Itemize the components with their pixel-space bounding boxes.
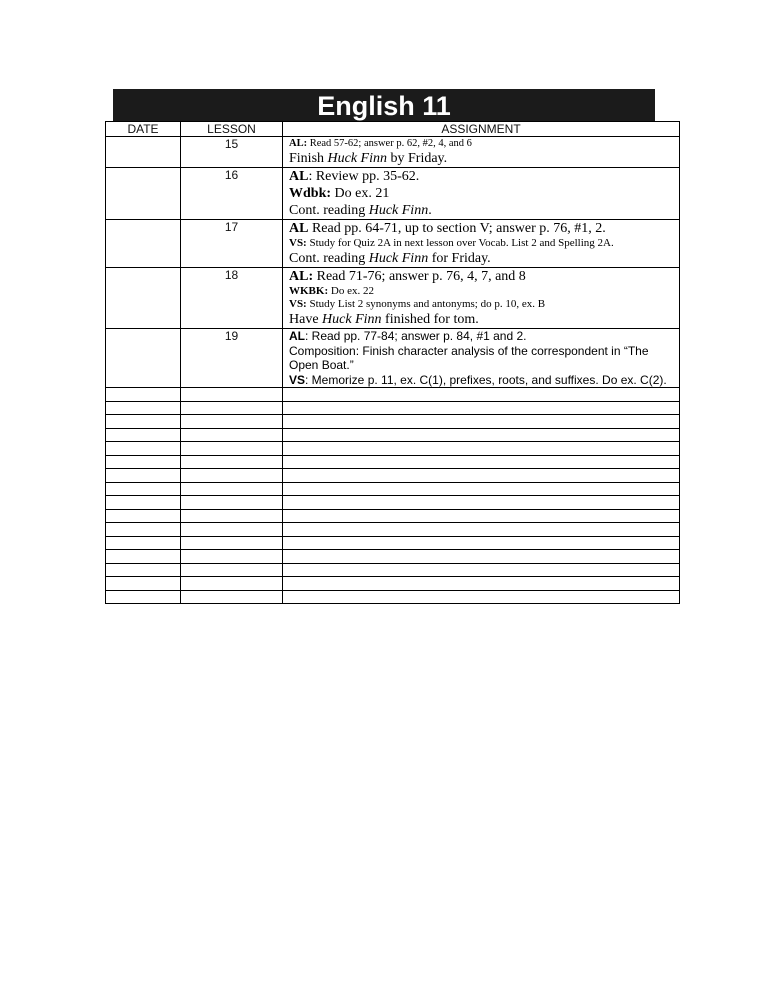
lesson-cell [181, 577, 283, 591]
date-cell [106, 137, 181, 168]
lesson-header: LESSON [181, 122, 283, 137]
date-cell [106, 268, 181, 329]
date-cell [106, 428, 181, 442]
date-cell [106, 388, 181, 402]
lesson-cell [181, 563, 283, 577]
assignment-line: AL: Review pp. 35-62. [289, 169, 420, 184]
assignment-line: VS: Study for Quiz 2A in next lesson over Vocab. List 2 and Spelling 2A. [289, 237, 614, 249]
assignment-table [105, 121, 680, 604]
lesson-cell [181, 415, 283, 429]
date-cell [106, 536, 181, 550]
empty-row [106, 523, 680, 537]
table-row [106, 268, 680, 329]
lesson-cell [181, 496, 283, 510]
lesson-number: 18 [181, 268, 283, 329]
lesson-cell [181, 550, 283, 564]
assignment-cell [283, 428, 680, 442]
date-cell [106, 442, 181, 456]
date-cell [106, 168, 181, 220]
lesson-cell [181, 401, 283, 415]
assignment-line: WKBK: Do ex. 22 [289, 285, 374, 297]
empty-row [106, 536, 680, 550]
date-cell [106, 590, 181, 604]
lesson-cell [181, 428, 283, 442]
empty-row [106, 388, 680, 402]
assignment-cell [283, 415, 680, 429]
lesson-cell [181, 482, 283, 496]
assignment-cell [283, 268, 680, 329]
assignment-cell [283, 590, 680, 604]
empty-row [106, 563, 680, 577]
assignment-cell [283, 329, 680, 388]
lesson-cell [181, 509, 283, 523]
date-cell [106, 550, 181, 564]
assignment-cell [283, 550, 680, 564]
lesson-number: 19 [181, 329, 283, 388]
assignment-line: AL: Read pp. 77-84; answer p. 84, #1 and 2. [289, 329, 527, 343]
lesson-cell [181, 455, 283, 469]
empty-row [106, 550, 680, 564]
lesson-number: 17 [181, 220, 283, 268]
date-cell [106, 455, 181, 469]
empty-row [106, 590, 680, 604]
assignment-cell [283, 482, 680, 496]
table-row [106, 168, 680, 220]
assignment-cell [283, 523, 680, 537]
date-cell [106, 469, 181, 483]
table-row [106, 329, 680, 388]
assignment-cell [283, 496, 680, 510]
assignment-cell [283, 168, 680, 220]
table-row [106, 137, 680, 168]
date-cell [106, 220, 181, 268]
assignment-cell [283, 455, 680, 469]
assignment-line: Finish Huck Finn by Friday. [289, 151, 448, 166]
assignment-cell [283, 577, 680, 591]
page-title: English 11 [113, 89, 655, 122]
empty-row [106, 509, 680, 523]
empty-row [106, 442, 680, 456]
assignment-cell [283, 137, 680, 168]
date-cell [106, 563, 181, 577]
assignment-cell [283, 401, 680, 415]
date-cell [106, 509, 181, 523]
assignment-line: VS: Memorize p. 11, ex. C(1), prefixes, roots, and suffixes. Do ex. C(2). [289, 372, 667, 387]
lesson-number: 16 [181, 168, 283, 220]
assignment-cell [283, 442, 680, 456]
lesson-cell [181, 523, 283, 537]
assignment-header: ASSIGNMENT [283, 122, 680, 137]
assignment-line: Wdbk: Do ex. 21 [289, 186, 390, 201]
assignment-cell [283, 536, 680, 550]
date-header: DATE [106, 122, 181, 137]
empty-row [106, 482, 680, 496]
empty-row [106, 577, 680, 591]
assignment-cell [283, 220, 680, 268]
date-cell [106, 401, 181, 415]
assignment-cell [283, 388, 680, 402]
empty-row [106, 415, 680, 429]
assignment-cell [283, 509, 680, 523]
lesson-number: 15 [181, 137, 283, 168]
table-row [106, 220, 680, 268]
assignment-line: VS: Study List 2 synonyms and antonyms; do p. 10, ex. B [289, 298, 546, 310]
date-cell [106, 577, 181, 591]
empty-row [106, 496, 680, 510]
date-cell [106, 496, 181, 510]
assignment-line: Composition: Finish character analysis of the correspondent in “The Open Boat.” [289, 343, 649, 372]
assignment-line: Cont. reading Huck Finn for Friday. [289, 251, 491, 266]
assignment-line: AL: Read 71-76; answer p. 76, 4, 7, and 8 [289, 269, 526, 284]
assignment-line: Have Huck Finn finished for tom. [289, 312, 479, 327]
date-cell [106, 415, 181, 429]
lesson-cell [181, 442, 283, 456]
assignment-line: Cont. reading Huck Finn. [289, 203, 432, 218]
header-row [106, 122, 680, 137]
assignment-line: AL: Read 57-62; answer p. 62, #2, 4, and 6 [289, 138, 472, 149]
assignment-cell [283, 563, 680, 577]
lesson-cell [181, 469, 283, 483]
date-cell [106, 482, 181, 496]
lesson-cell [181, 536, 283, 550]
date-cell [106, 329, 181, 388]
assignment-line: AL Read pp. 64-71, up to section V; answer p. 76, #1, 2. [289, 221, 606, 236]
empty-row [106, 469, 680, 483]
date-cell [106, 523, 181, 537]
empty-row [106, 401, 680, 415]
empty-row [106, 428, 680, 442]
lesson-cell [181, 590, 283, 604]
empty-row [106, 455, 680, 469]
lesson-cell [181, 388, 283, 402]
assignment-cell [283, 469, 680, 483]
